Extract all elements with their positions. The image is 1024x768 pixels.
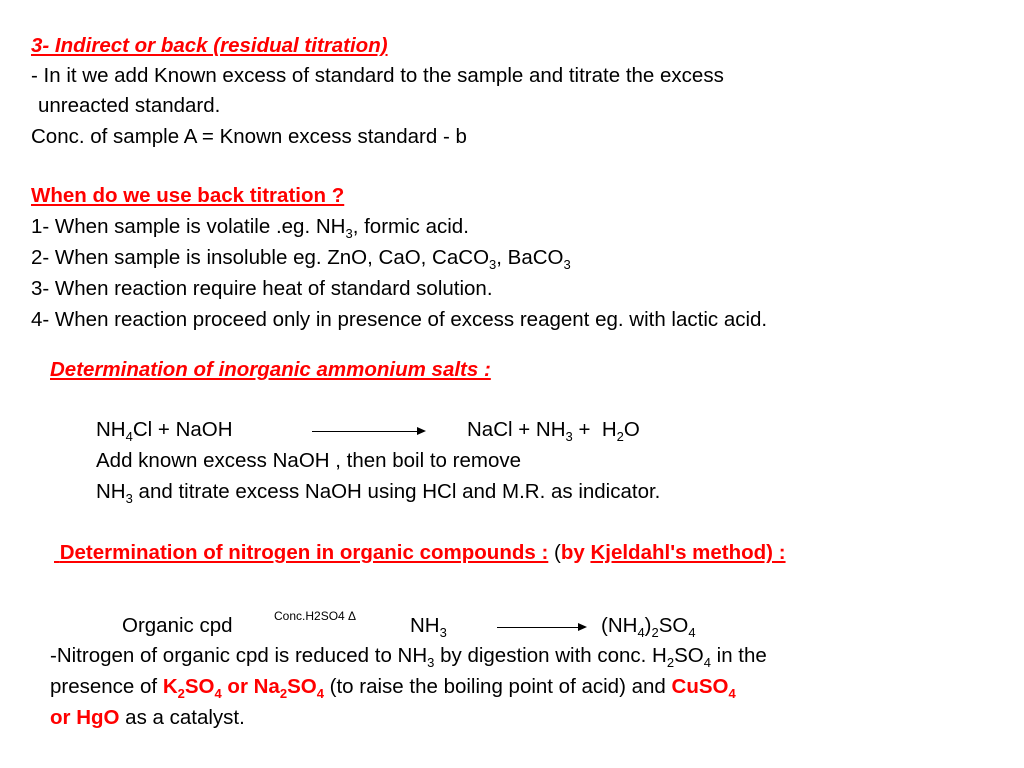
subscript: 3 xyxy=(565,429,573,444)
reaction-reactants xyxy=(96,418,233,442)
section-heading-when-back-titration: When do we use back titration ? xyxy=(31,184,345,207)
subscript: 2 xyxy=(666,655,675,670)
subscript: 2 xyxy=(279,686,288,701)
text: (NH xyxy=(601,614,638,637)
subscript: 3 xyxy=(563,257,571,272)
paragraph-line xyxy=(50,706,245,730)
text: (to raise the boiling point of acid) and xyxy=(323,675,672,698)
text: CuSO xyxy=(671,675,729,698)
text: SO xyxy=(658,614,689,637)
reaction-intermediate xyxy=(410,614,447,638)
text: presence of xyxy=(50,675,163,698)
text: as a catalyst. xyxy=(119,706,245,729)
text: 1- When sample is volatile .eg. NH xyxy=(31,215,346,238)
text: and titrate excess NaOH using HCl and M.R. as indicator. xyxy=(132,480,661,503)
reaction-condition: Conc.H2SO4 Δ xyxy=(274,609,357,623)
list-item xyxy=(31,215,469,239)
heading-main xyxy=(54,541,548,564)
reaction-arrow xyxy=(497,627,585,628)
subscript: 4 xyxy=(125,429,133,444)
catalyst-hgo: or HgO xyxy=(50,706,120,729)
subscript: 4 xyxy=(214,686,222,701)
section-heading-kjeldahl xyxy=(54,541,786,565)
text: Determination of nitrogen in organic compounds : xyxy=(59,541,549,564)
subscript: 3 xyxy=(489,257,497,272)
text: O xyxy=(623,418,640,441)
catalyst-k2so4 xyxy=(162,675,324,701)
text: NH xyxy=(410,614,440,637)
paragraph-line xyxy=(50,675,736,699)
reaction-product xyxy=(601,614,696,638)
subscript: 3 xyxy=(427,655,435,670)
text: NH xyxy=(96,418,126,441)
text: SO xyxy=(287,675,317,698)
text: SO xyxy=(674,644,704,667)
text: by digestion with conc. H xyxy=(434,644,667,667)
subscript: 4 xyxy=(703,655,711,670)
text: or Na xyxy=(221,675,280,698)
text: NH xyxy=(96,480,126,503)
text: Kjeldahl's method) : xyxy=(590,541,786,564)
subscript: 4 xyxy=(728,686,736,701)
paragraph-line xyxy=(96,480,660,504)
text: by xyxy=(560,541,591,564)
text: Cl + NaOH xyxy=(132,418,233,441)
paragraph-line: Add known excess NaOH , then boil to remove xyxy=(96,449,522,472)
text: , formic acid. xyxy=(352,215,469,238)
catalyst-cuso4 xyxy=(671,675,736,701)
text: 2- When sample is insoluble eg. ZnO, CaO, CaCO xyxy=(31,246,490,269)
subscript: 4 xyxy=(688,625,696,640)
reaction-arrow xyxy=(312,431,424,432)
text: NaCl + NH xyxy=(467,418,566,441)
subscript: 3 xyxy=(125,491,133,506)
section-heading-ammonium-salts: Determination of inorganic ammonium salts : xyxy=(50,358,491,381)
text: SO xyxy=(184,675,215,698)
reaction-products xyxy=(467,418,640,442)
text: -Nitrogen of organic cpd is reduced to NH xyxy=(50,644,428,667)
text: in the xyxy=(710,644,767,667)
paragraph-line: unreacted standard. xyxy=(38,94,221,117)
text: ( xyxy=(554,541,561,564)
text: ) xyxy=(644,614,652,637)
text: , BaCO xyxy=(496,246,564,269)
paragraph-line: - In it we add Known excess of standard to the sample and titrate the excess xyxy=(31,64,724,87)
subscript: 4 xyxy=(637,625,645,640)
list-item: 4- When reaction proceed only in presence of excess reagent eg. with lactic acid. xyxy=(31,308,768,331)
subscript: 2 xyxy=(177,686,185,701)
subscript: 4 xyxy=(316,686,324,701)
list-item xyxy=(31,246,571,270)
text: + H xyxy=(572,418,617,441)
formula-line: Conc. of sample A = Known excess standard - b xyxy=(31,125,467,148)
subscript: 2 xyxy=(616,429,624,444)
text: K xyxy=(162,675,178,698)
subscript: 3 xyxy=(439,625,447,640)
section-heading-back-titration: 3- Indirect or back (residual titration) xyxy=(31,34,388,57)
list-item: 3- When reaction require heat of standard solution. xyxy=(31,277,493,300)
paragraph-line xyxy=(50,644,767,668)
subscript: 3 xyxy=(345,226,353,241)
reaction-start: Organic cpd xyxy=(122,614,233,637)
subscript: 2 xyxy=(651,625,659,640)
